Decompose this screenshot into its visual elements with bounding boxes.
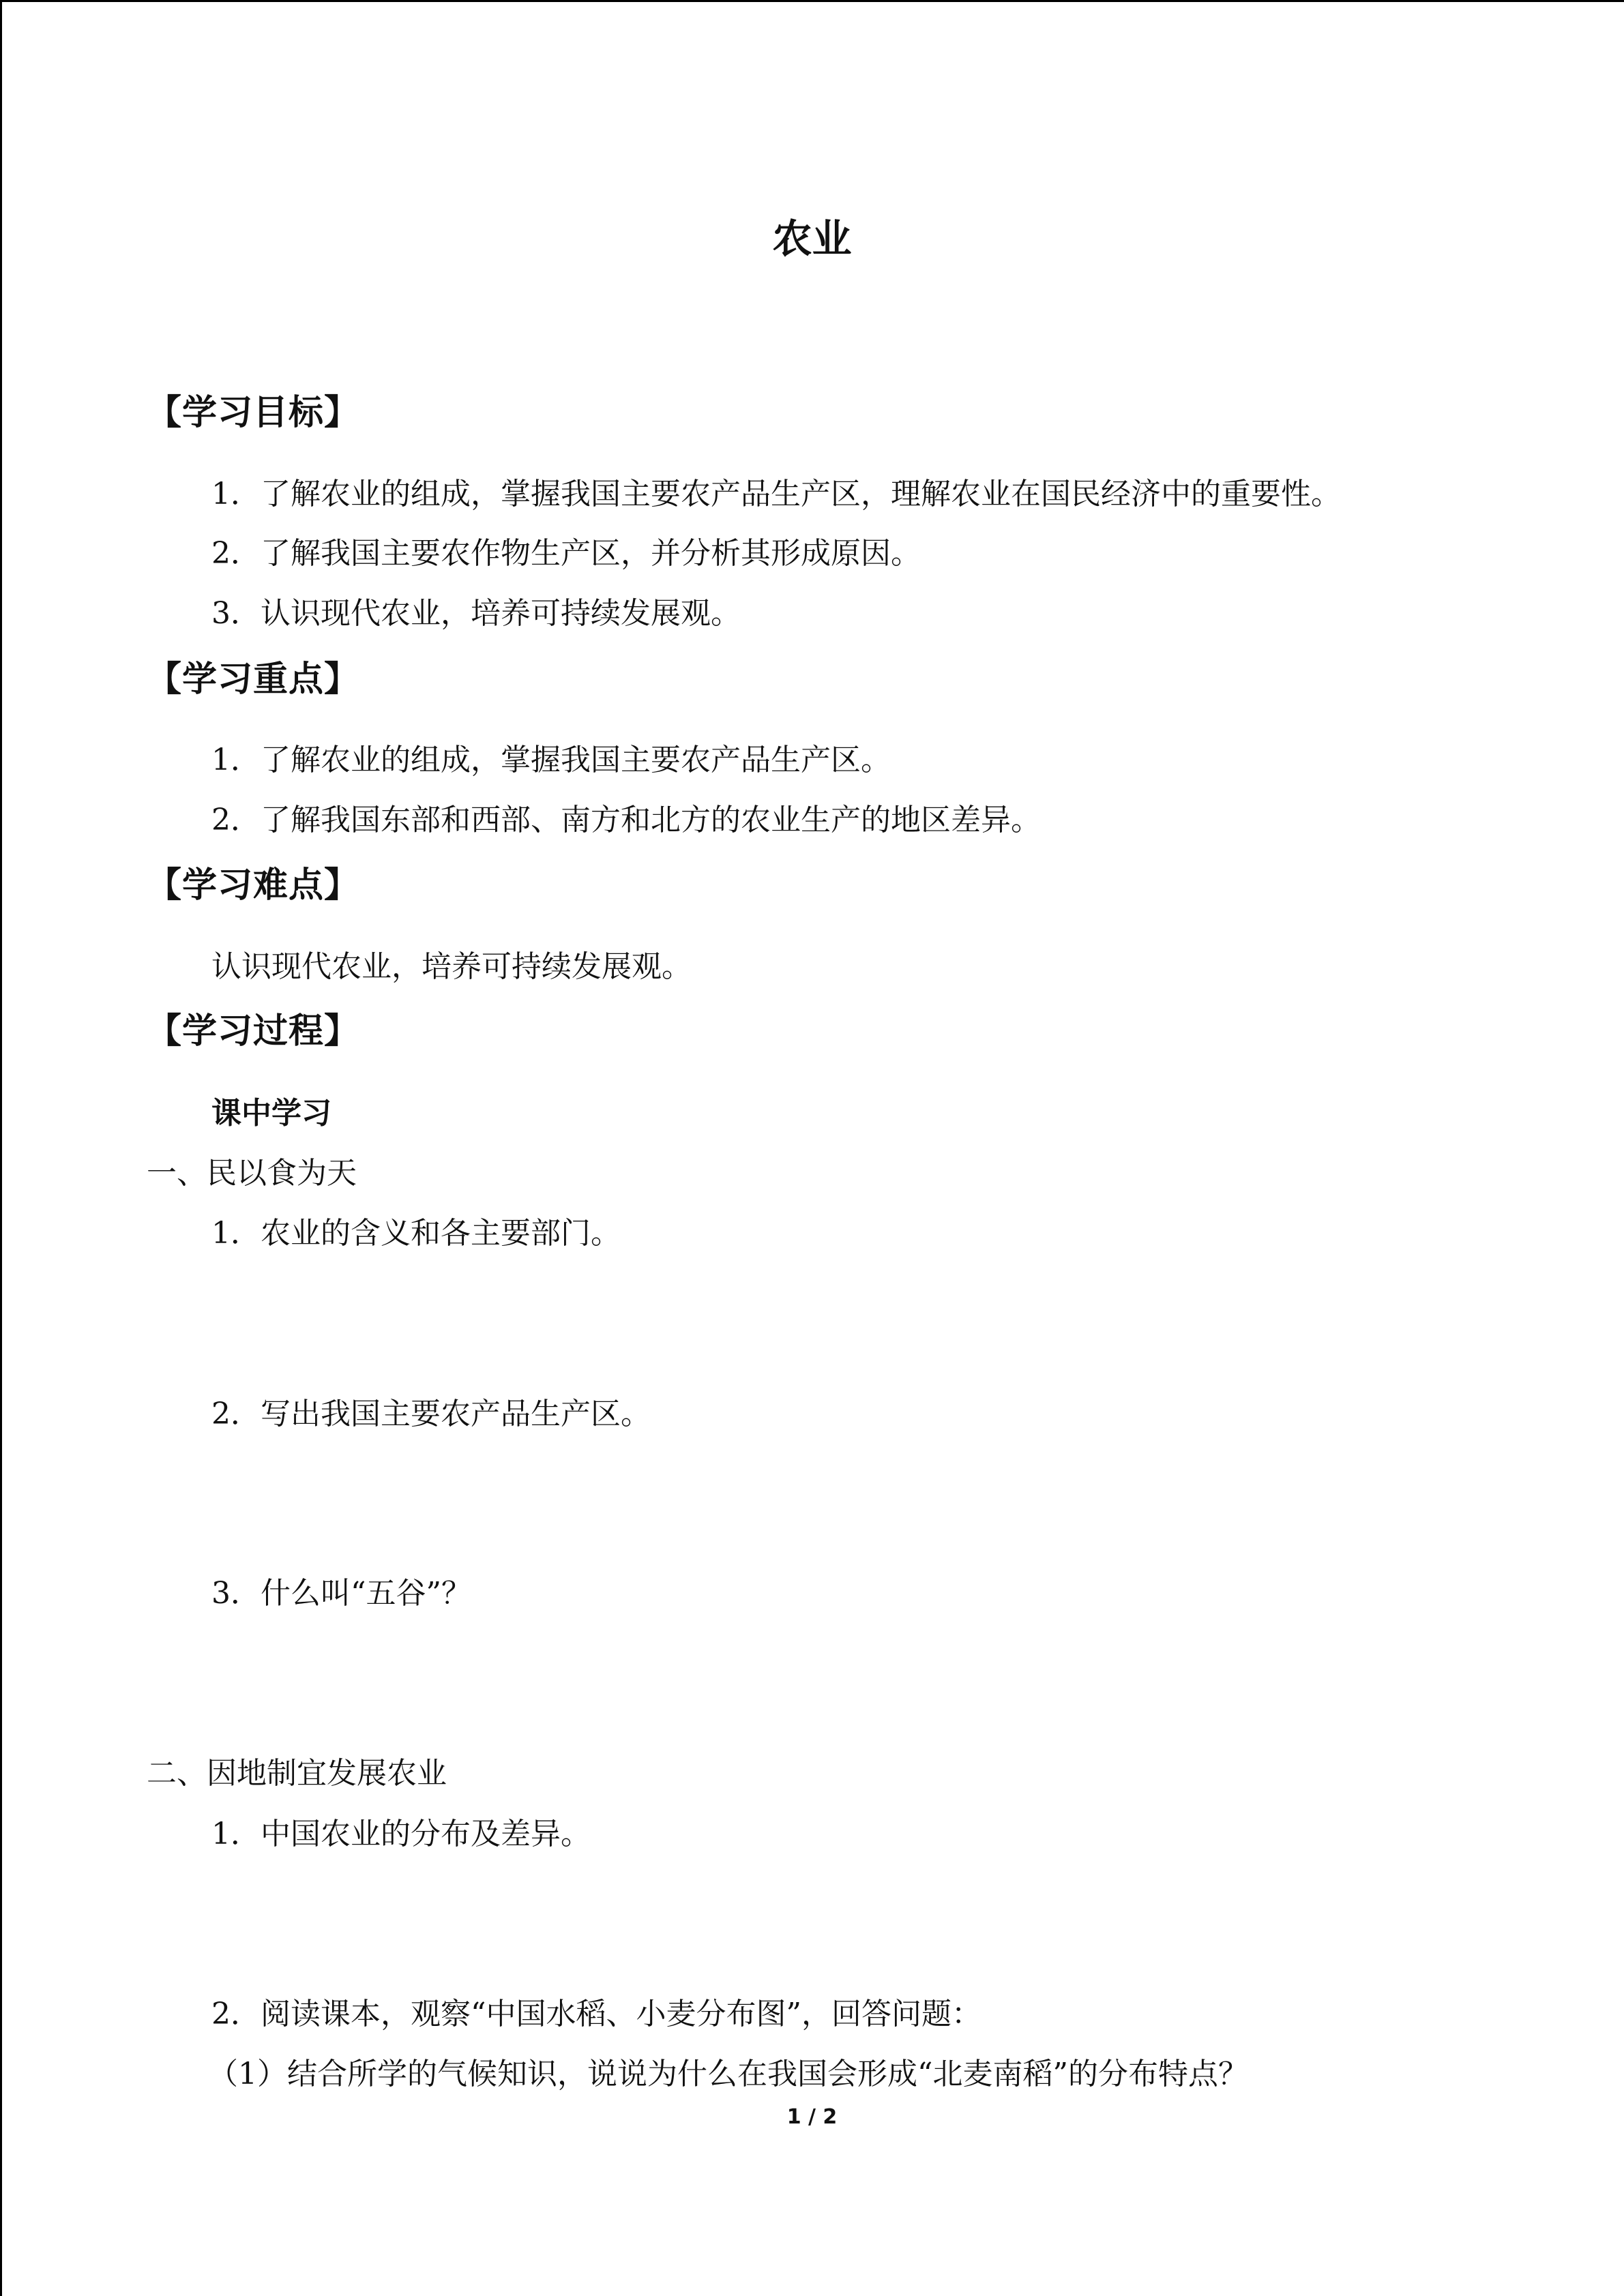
part2-title: 二、因地制宜发展农业 bbox=[147, 1756, 447, 1791]
document-title: 农业 bbox=[772, 215, 852, 262]
part2-subquestion-1: （1）结合所学的气候知识，说说为什么在我国会形成“北麦南稻”的分布特点？ bbox=[208, 2057, 1248, 2091]
objective-item-3: 3．认识现代农业，培养可持续发展观。 bbox=[211, 596, 741, 631]
page-left-border bbox=[0, 0, 2, 2296]
part1-question-2: 2．写出我国主要农产品生产区。 bbox=[211, 1397, 651, 1431]
key-point-item-2: 2．了解我国东部和西部、南方和北方的农业生产的地区差异。 bbox=[211, 803, 1041, 837]
part1-title: 一、民以食为天 bbox=[147, 1156, 357, 1191]
subheading-in-class: 课中学习 bbox=[211, 1096, 331, 1131]
part1-question-3: 3．什么叫“五谷”？ bbox=[211, 1576, 471, 1611]
difficulty-text: 认识现代农业，培养可持续发展观。 bbox=[211, 949, 692, 984]
objective-item-2: 2．了解我国主要农作物生产区，并分析其形成原因。 bbox=[211, 536, 921, 571]
heading-key-points: 【学习重点】 bbox=[147, 659, 360, 700]
page-top-border bbox=[0, 0, 1624, 2]
part2-question-1: 1．中国农业的分布及差异。 bbox=[211, 1817, 591, 1851]
page-number: 1 / 2 bbox=[786, 2105, 838, 2129]
heading-objectives: 【学习目标】 bbox=[147, 392, 360, 433]
part2-question-2: 2．阅读课本，观察“中国水稻、小麦分布图”，回答问题： bbox=[211, 1997, 981, 2031]
objective-item-1: 1．了解农业的组成，掌握我国主要农产品生产区，理解农业在国民经济中的重要性。 bbox=[211, 477, 1341, 511]
heading-difficulties: 【学习难点】 bbox=[147, 865, 360, 906]
part1-question-1: 1．农业的含义和各主要部门。 bbox=[211, 1216, 621, 1251]
heading-process: 【学习过程】 bbox=[147, 1011, 360, 1052]
key-point-item-1: 1．了解农业的组成，掌握我国主要农产品生产区。 bbox=[211, 743, 891, 777]
